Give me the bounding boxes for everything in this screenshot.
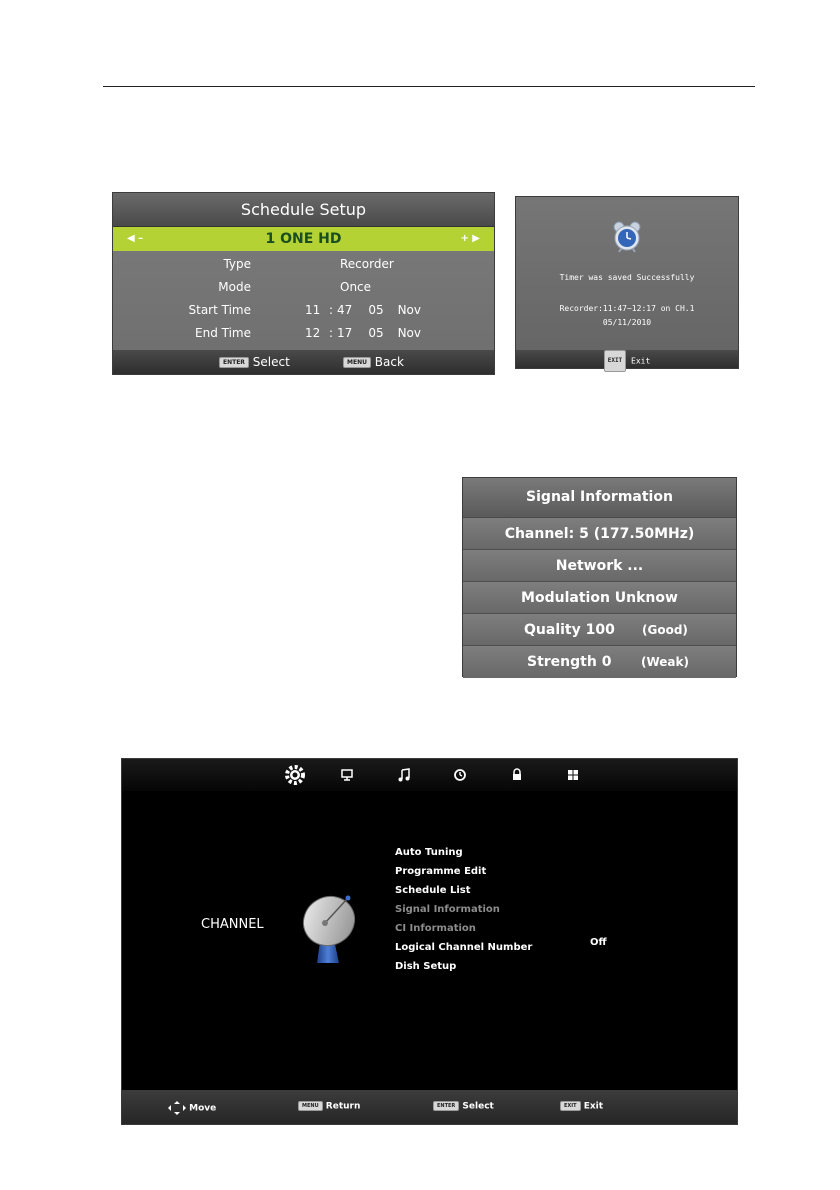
menu-key-icon: MENU [343, 357, 371, 368]
exit-key-icon: EXIT [604, 350, 626, 372]
schedule-setup-title: Schedule Setup [113, 193, 494, 227]
signal-modulation: Modulation Unknow [521, 590, 678, 606]
move-hint [168, 1101, 216, 1115]
time-colon: : [328, 303, 334, 317]
timer-footer[interactable] [516, 350, 738, 368]
back-hint[interactable] [343, 355, 404, 369]
signal-channel: Channel: 5 (177.50MHz) [504, 526, 695, 542]
exit-label: Exit [631, 356, 651, 366]
menu-key-icon: MENU [298, 1101, 323, 1111]
start-time-row[interactable] [113, 299, 494, 322]
lcn-value[interactable]: Off [590, 937, 607, 948]
grid-icon[interactable] [565, 767, 581, 783]
start-month: Nov [397, 303, 421, 317]
menu-item-schedule-list[interactable]: Schedule List [395, 885, 471, 896]
recorder-date: 05/11/2010 [602, 318, 652, 327]
recorder-info: Recorder:11:47~12:17 on CH.1 [559, 304, 695, 313]
settings-gear-icon[interactable] [284, 764, 306, 786]
mode-value: Once [340, 280, 372, 294]
signal-strength-row [463, 646, 736, 678]
menu-item-ci-information[interactable]: CI Information [395, 923, 476, 934]
select-hint[interactable] [433, 1101, 494, 1112]
end-time-row[interactable] [113, 322, 494, 345]
lock-icon[interactable] [509, 767, 525, 783]
menu-footer [122, 1090, 737, 1124]
signal-quality-row [463, 614, 736, 646]
satellite-dish-icon [299, 885, 361, 967]
enter-key-icon: ENTER [219, 357, 249, 368]
end-time-label: End Time [195, 326, 251, 340]
end-day: 05 [368, 326, 384, 340]
signal-strength-tag: (Weak) [641, 655, 689, 669]
menu-item-signal-information[interactable]: Signal Information [395, 904, 500, 915]
signal-quality-tag: (Good) [642, 623, 688, 637]
signal-title: Signal Information [463, 478, 736, 518]
exit-key-icon: EXIT [560, 1101, 581, 1111]
mode-row[interactable] [113, 276, 494, 299]
start-day: 05 [368, 303, 384, 317]
mode-label: Mode [218, 280, 251, 294]
signal-channel-row [463, 518, 736, 550]
type-row[interactable] [113, 253, 494, 276]
return-label: Return [325, 1101, 361, 1112]
enter-key-icon: ENTER [433, 1101, 459, 1111]
channel-selector[interactable] [113, 227, 494, 251]
type-value: Recorder [340, 257, 394, 271]
tv-picture-icon[interactable] [339, 767, 355, 783]
end-hour: 12 [305, 326, 321, 340]
channel-name: 1 ONE HD [265, 231, 342, 247]
channel-menu-list [395, 843, 532, 976]
timer-message: Timer was saved Successfully [559, 273, 695, 282]
start-minute: 47 [337, 303, 353, 317]
type-label: Type [223, 257, 251, 271]
select-label: Select [462, 1101, 494, 1112]
move-arrows-icon [168, 1101, 186, 1115]
menu-item-dish-setup[interactable]: Dish Setup [395, 961, 457, 972]
select-hint[interactable] [219, 355, 290, 369]
menu-tab-bar [122, 759, 737, 791]
page-header-rule [103, 86, 755, 87]
end-minute: 17 [337, 326, 353, 340]
menu-item-programme-edit[interactable]: Programme Edit [395, 866, 487, 877]
select-label: Select [252, 355, 290, 369]
time-colon: : [328, 326, 334, 340]
end-month: Nov [397, 326, 421, 340]
menu-item-logical-channel-number[interactable]: Logical Channel Number [395, 942, 533, 953]
start-hour: 11 [305, 303, 321, 317]
schedule-setup-dialog [112, 192, 495, 375]
left-arrow-icon[interactable]: ◀ – [127, 233, 144, 244]
music-note-icon[interactable] [396, 767, 412, 783]
back-label: Back [374, 355, 404, 369]
alarm-clock-icon [612, 220, 642, 252]
start-time-value [305, 303, 421, 317]
exit-label: Exit [583, 1101, 604, 1112]
channel-menu [121, 758, 738, 1125]
signal-modulation-row [463, 582, 736, 614]
clock-icon[interactable] [452, 767, 468, 783]
signal-network-row [463, 550, 736, 582]
return-hint[interactable] [298, 1101, 360, 1112]
exit-hint[interactable] [560, 1101, 603, 1112]
timer-saved-dialog [515, 196, 739, 369]
right-arrow-icon[interactable]: + ▶ [460, 233, 480, 244]
signal-network: Network ... [555, 558, 644, 574]
start-time-label: Start Time [188, 303, 251, 317]
signal-information-dialog [462, 477, 737, 677]
signal-quality: Quality 100 [524, 622, 615, 638]
signal-strength: Strength 0 [527, 654, 612, 670]
section-label: CHANNEL [201, 917, 264, 932]
schedule-footer [113, 350, 494, 374]
move-label: Move [189, 1103, 217, 1114]
menu-item-auto-tuning[interactable]: Auto Tuning [395, 847, 463, 858]
end-time-value [305, 326, 421, 340]
